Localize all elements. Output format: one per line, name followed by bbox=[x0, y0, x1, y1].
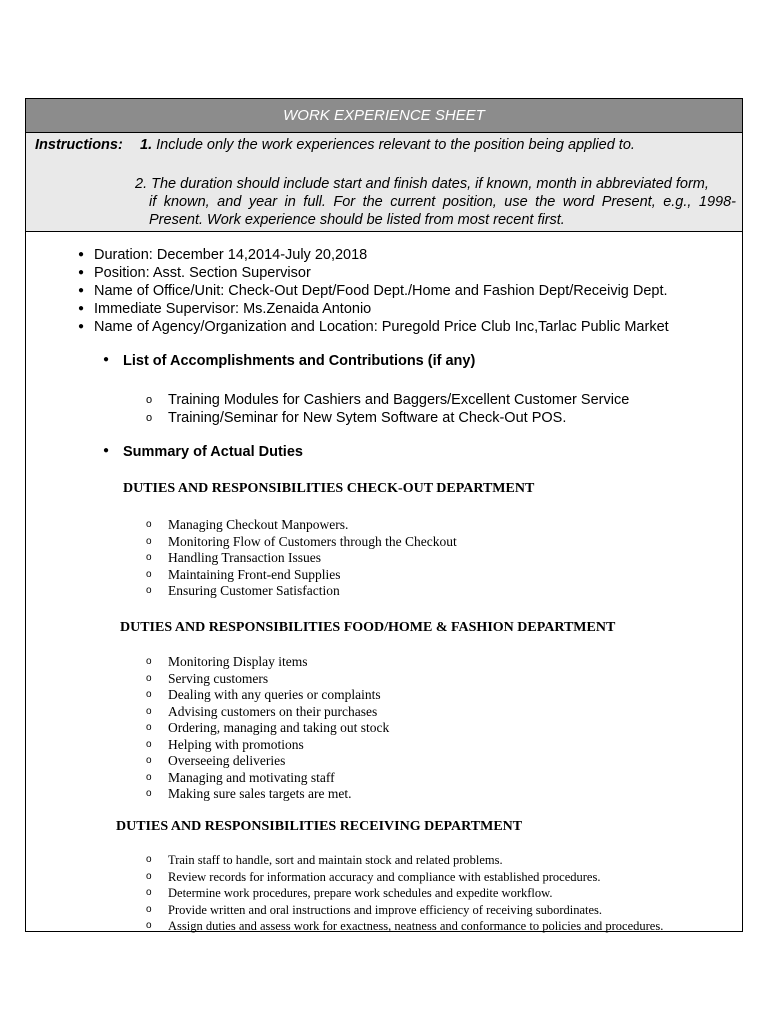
list-item: o Monitoring Display items bbox=[146, 654, 389, 671]
list-item: o Train staff to handle, sort and maintain stock and related problems. bbox=[146, 852, 663, 869]
list-item: o Advising customers on their purchases bbox=[146, 704, 389, 721]
list-item: o Serving customers bbox=[146, 671, 389, 688]
food-duties-heading: DUTIES AND RESPONSIBILITIES FOOD/HOME & FASHION DEPARTMENT bbox=[120, 620, 616, 635]
food-duties-list bbox=[146, 654, 389, 803]
experience-details bbox=[78, 246, 669, 336]
list-item: o Managing Checkout Manpowers. bbox=[146, 517, 457, 534]
detail-office: ● Name of Office/Unit: Check-Out Dept/Food Dept./Home and Fashion Dept/Receivig Dept. bbox=[78, 282, 669, 300]
detail-duration: ● Duration: December 14,2014-July 20,2018 bbox=[78, 246, 669, 264]
list-item: o Monitoring Flow of Customers through the Checkout bbox=[146, 534, 457, 551]
sheet-title-text: WORK EXPERIENCE SHEET bbox=[283, 107, 485, 124]
detail-supervisor: ● Immediate Supervisor: Ms.Zenaida Antonio bbox=[78, 300, 669, 318]
list-item: o Overseeing deliveries bbox=[146, 753, 389, 770]
detail-agency: ● Name of Agency/Organization and Location: Puregold Price Club Inc,Tarlac Public Market bbox=[78, 318, 669, 336]
work-experience-sheet bbox=[25, 98, 743, 932]
receiving-duties-heading: DUTIES AND RESPONSIBILITIES RECEIVING DEPARTMENT bbox=[116, 819, 523, 834]
list-item: o Dealing with any queries or complaints bbox=[146, 687, 389, 704]
list-item: o Managing and motivating staff bbox=[146, 770, 389, 787]
instruction-2-rest: if known, and year in full. For the current position, use the word Present, e.g., 1998-Present. Work experience should be listed from most recent first. bbox=[149, 194, 736, 228]
instruction-2 bbox=[135, 175, 736, 229]
list-item: o Handling Transaction Issues bbox=[146, 550, 457, 567]
instructions-label: Instructions: bbox=[35, 137, 123, 153]
list-item: o Assign duties and assess work for exactness, neatness and conformance to policies and procedures. bbox=[146, 918, 663, 935]
list-item: o Training Modules for Cashiers and Baggers/Excellent Customer Service bbox=[146, 391, 629, 409]
detail-position: ● Position: Asst. Section Supervisor bbox=[78, 264, 669, 282]
instruction-1-text: Include only the work experiences relevant to the position being applied to. bbox=[156, 137, 635, 153]
list-item: o Review records for information accuracy and compliance with established procedures. bbox=[146, 869, 663, 886]
receiving-duties-list bbox=[146, 852, 663, 935]
instruction-1-number: 1. bbox=[140, 137, 153, 153]
list-item: o Provide written and oral instructions and improve efficiency of receiving subordinates. bbox=[146, 902, 663, 919]
list-item: o Making sure sales targets are met. bbox=[146, 786, 389, 803]
list-item: o Determine work procedures, prepare work schedules and expedite workflow. bbox=[146, 885, 663, 902]
list-item: o Ordering, managing and taking out stock bbox=[146, 720, 389, 737]
list-item: o Ensuring Customer Satisfaction bbox=[146, 583, 457, 600]
checkout-duties-heading: DUTIES AND RESPONSIBILITIES CHECK-OUT DEPARTMENT bbox=[123, 481, 535, 496]
summary-heading: ● Summary of Actual Duties bbox=[103, 444, 303, 460]
sheet-title bbox=[26, 99, 742, 133]
list-item: o Helping with promotions bbox=[146, 737, 389, 754]
list-item: o Maintaining Front-end Supplies bbox=[146, 567, 457, 584]
list-item: o Training/Seminar for New Sytem Software at Check-Out POS. bbox=[146, 409, 629, 427]
instruction-1 bbox=[140, 137, 635, 153]
instructions-box bbox=[26, 133, 742, 232]
accomplishments-heading: ● List of Accomplishments and Contributions (if any) bbox=[103, 353, 475, 369]
instruction-2-lead: 2. The duration should include start and finish dates, if known, month in abbreviated form, bbox=[135, 176, 709, 192]
accomplishments-list bbox=[146, 391, 629, 427]
checkout-duties-list bbox=[146, 517, 457, 600]
